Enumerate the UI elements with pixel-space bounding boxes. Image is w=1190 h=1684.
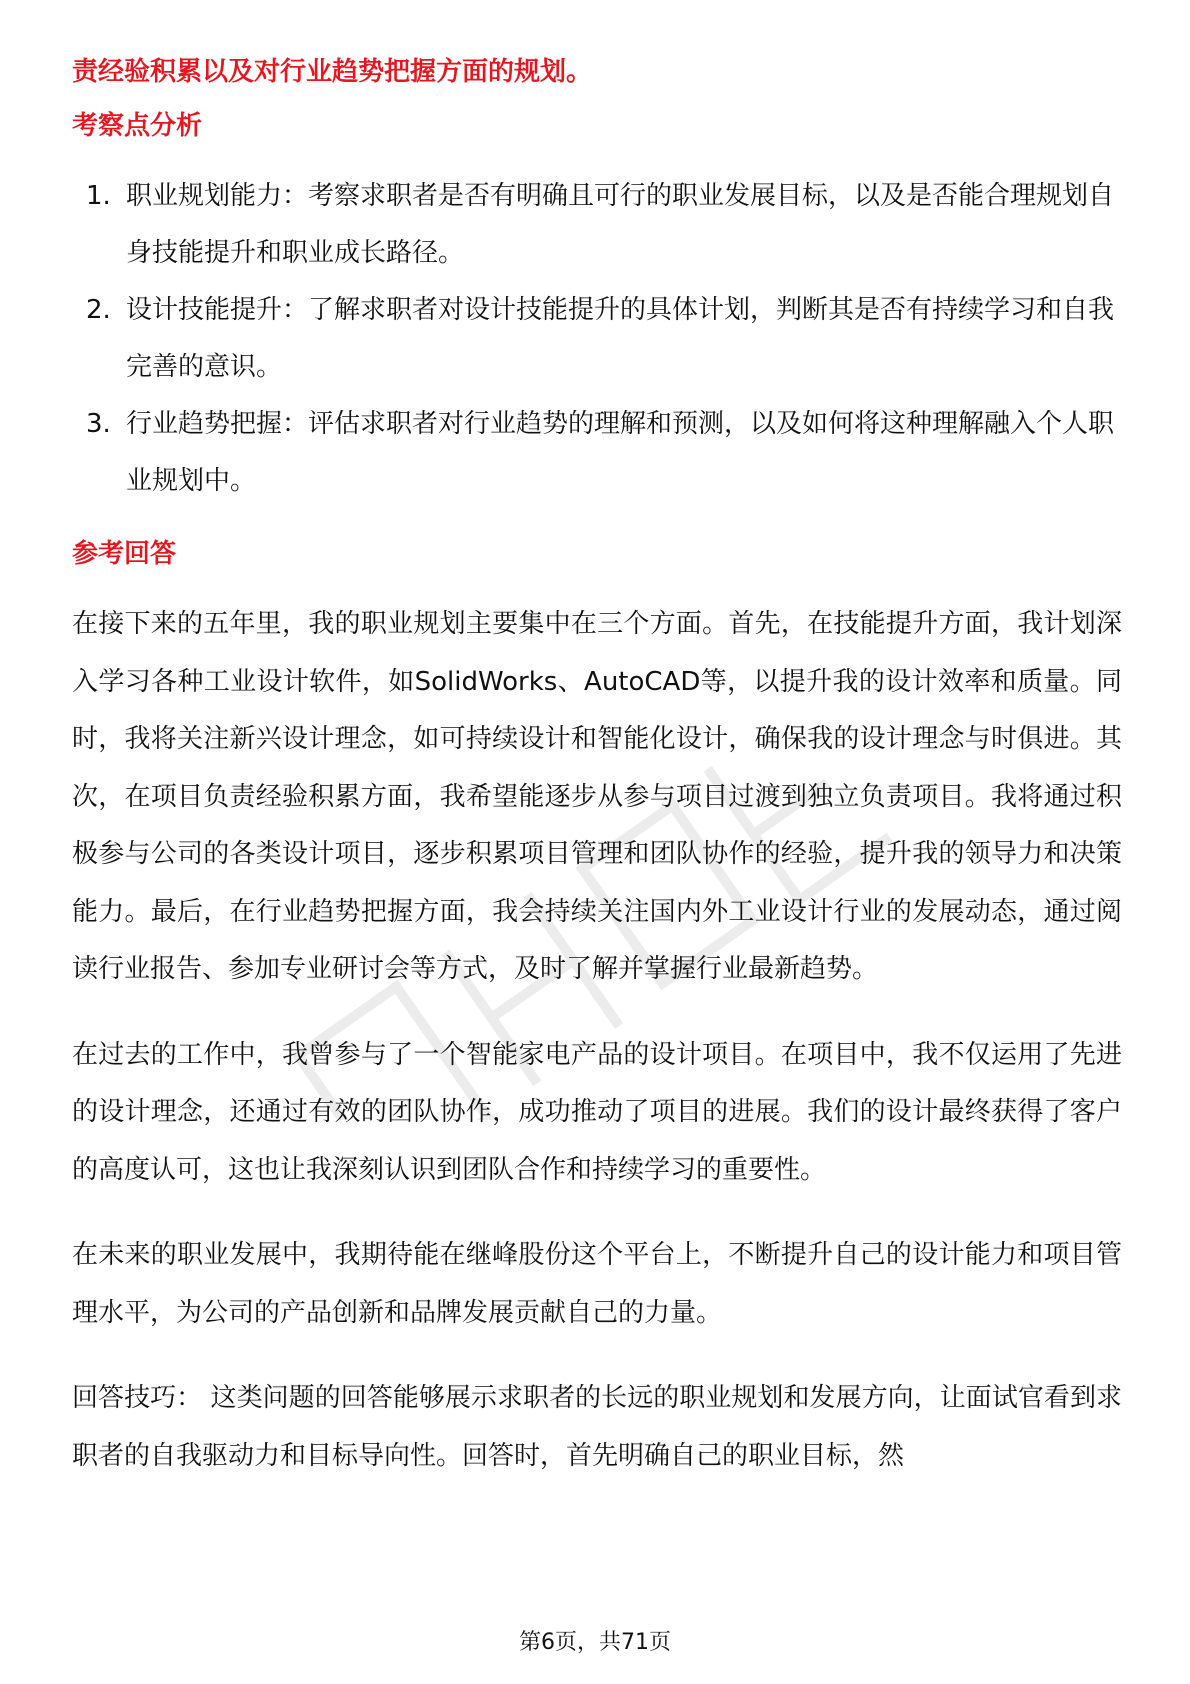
- list-item: [72, 168, 1122, 282]
- answer-paragraph: 在过去的工作中，我曾参与了一个智能家电产品的设计项目。在项目中，我不仅运用了先进的设计理念，还通过有效的团队协作，成功推动了项目的进展。我们的设计最终获得了客户的高度认可，这也让我深刻认识到团队合作和持续学习的重要性。: [72, 1039, 1122, 1185]
- page-number: 第6页，共71页: [519, 1630, 671, 1655]
- analysis-title: 考察点分析: [72, 111, 203, 141]
- analysis-list: [72, 168, 1122, 510]
- list-item: [72, 396, 1122, 510]
- list-item: [72, 282, 1122, 396]
- list-number: 1.: [86, 181, 111, 211]
- list-number: 2.: [86, 295, 111, 325]
- answer-title: 参考回答: [72, 539, 177, 569]
- list-item-text: 设计技能提升：了解求职者对设计技能提升的具体计划，判断其是否有持续学习和自我完善的意识。: [126, 295, 1115, 382]
- header-line: 责经验积累以及对行业趋势把握方面的规划。: [72, 57, 593, 87]
- list-number: 3.: [86, 409, 111, 439]
- list-item-text: 行业趋势把握：评估求职者对行业趋势的理解和预测，以及如何将这种理解融入个人职业规划中。: [126, 409, 1115, 496]
- page-content: [72, 44, 1122, 1485]
- answer-paragraph: 在未来的职业发展中，我期待能在继峰股份这个平台上，不断提升自己的设计能力和项目管理水平，为公司的产品创新和品牌发展贡献自己的力量。: [72, 1240, 1122, 1328]
- list-item-text: 职业规划能力：考察求职者是否有明确且可行的职业发展目标，以及是否能合理规划自身技能提升和职业成长路径。: [126, 181, 1115, 268]
- answer-paragraph: 在接下来的五年里，我的职业规划主要集中在三个方面。首先，在技能提升方面，我计划深入学习各种工业设计软件，如SolidWorks、AutoCAD等，以提升我的设计效率和质量。同时，我将关注新兴设计理念，如可持续设计和智能化设计，确保我的设计理念与时俱进。其次，在项目负责经验积累方面，我希望能逐步从参与项目过渡到独立负责项目。我将通过积极参与公司的各类设计项目，逐步积累项目管理和团队协作的经验，提升我的领导力和决策能力。最后，在行业趋势把握方面，我会持续关注国内外工业设计行业的发展动态，通过阅读行业报告、参加专业研讨会等方式，及时了解并掌握行业最新趋势。: [72, 609, 1122, 984]
- answer-tips-paragraph: 回答技巧： 这类问题的回答能够展示求职者的长远的职业规划和发展方向，让面试官看到求职者的自我驱动力和目标导向性。回答时，首先明确自己的职业目标，然: [72, 1383, 1122, 1471]
